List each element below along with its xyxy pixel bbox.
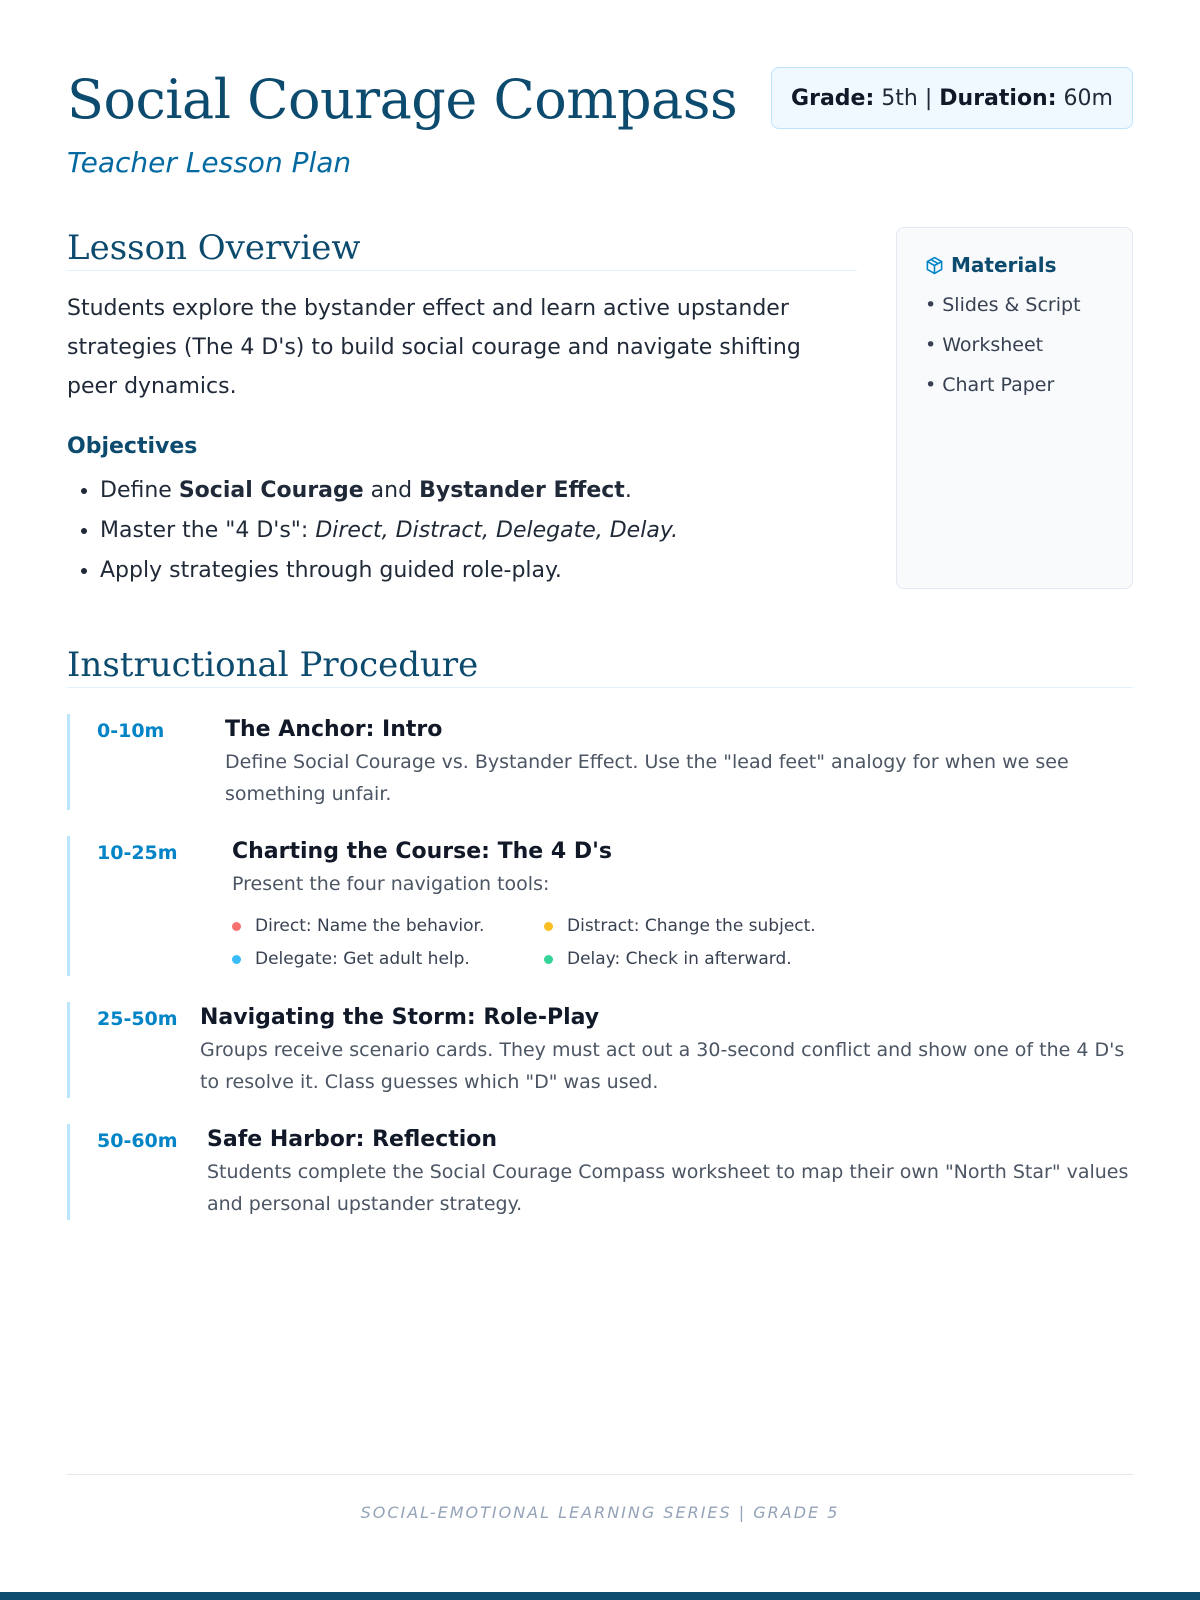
step-body	[200, 1002, 1133, 1098]
lesson-overview-section	[67, 228, 857, 591]
objective-terms-list: Direct, Distract, Delegate, Delay.	[315, 518, 679, 543]
tool-item-direct	[232, 910, 544, 943]
bullet-dot-icon	[232, 922, 241, 931]
step-time: 10-25m	[97, 842, 178, 864]
cube-icon	[925, 256, 944, 275]
step-title: Safe Harbor: Reflection	[207, 1127, 498, 1152]
materials-box	[896, 227, 1133, 589]
objective-text: .	[624, 478, 632, 503]
step-time: 25-50m	[97, 1008, 178, 1030]
materials-item: • Chart Paper	[925, 374, 1055, 396]
materials-heading-label: Materials	[951, 253, 1057, 277]
bottom-accent-bar	[0, 1592, 1200, 1600]
instructional-procedure-section	[67, 645, 1133, 1220]
step-time: 0-10m	[97, 720, 165, 742]
page-subtitle: Teacher Lesson Plan	[67, 146, 352, 179]
tool-label: Delegate: Get adult help.	[255, 949, 470, 969]
objective-item: • Apply strategies through guided role-play.	[100, 551, 857, 591]
tool-label: Delay: Check in afterward.	[567, 949, 792, 969]
step-time: 50-60m	[97, 1130, 178, 1152]
step-body	[225, 714, 1133, 810]
badge-separator: |	[924, 85, 933, 111]
footer-text: SOCIAL-EMOTIONAL LEARNING SERIES | GRADE 5	[360, 1503, 840, 1522]
bullet-dot-icon	[232, 955, 241, 964]
objective-item	[100, 511, 857, 551]
tool-label: Direct: Name the behavior.	[255, 916, 485, 936]
tool-item-delegate	[232, 943, 544, 976]
overview-heading: Lesson Overview	[67, 228, 857, 271]
step-title: Charting the Course: The 4 D's	[232, 839, 612, 864]
step-description: Present the four navigation tools:	[232, 873, 550, 895]
step-description: Define Social Courage vs. Bystander Effect. Use the "lead feet" analogy for when we see something unfair.	[225, 751, 1069, 805]
objective-term: Social Courage	[178, 478, 364, 503]
step-title: Navigating the Storm: Role-Play	[200, 1005, 600, 1030]
objective-text: Define	[100, 478, 179, 503]
procedure-step	[67, 1124, 1133, 1220]
page-title: Social Courage Compass	[67, 68, 738, 131]
step-body	[207, 1124, 1133, 1220]
grade-label: Grade:	[791, 85, 875, 111]
procedure-step	[67, 1002, 1133, 1098]
step-title: The Anchor: Intro	[225, 717, 443, 742]
objective-item	[100, 471, 857, 511]
step-description: Students complete the Social Courage Compass worksheet to map their own "North Star" values and personal upstander strategy.	[207, 1161, 1129, 1215]
objective-text: Master the "4 D's":	[100, 518, 316, 543]
procedure-heading: Instructional Procedure	[67, 645, 1133, 688]
objective-term: Bystander Effect	[419, 478, 625, 503]
tool-item-delay	[544, 943, 844, 976]
four-ds-list	[232, 910, 1133, 976]
objective-text: and	[363, 478, 420, 503]
bullet-dot-icon	[544, 955, 553, 964]
materials-item: • Slides & Script	[925, 294, 1081, 316]
procedure-step	[67, 714, 1133, 810]
bullet-dot-icon	[544, 922, 553, 931]
footer-divider	[67, 1474, 1133, 1475]
grade-value: 5th	[881, 85, 918, 111]
objectives-list	[67, 471, 857, 591]
tool-label: Distract: Change the subject.	[567, 916, 816, 936]
duration-label: Duration:	[939, 85, 1057, 111]
step-body	[232, 836, 1133, 976]
materials-heading	[925, 253, 1132, 277]
procedure-step	[67, 836, 1133, 976]
duration-value: 60m	[1063, 85, 1113, 111]
step-description: Groups receive scenario cards. They must act out a 30-second conflict and show one of the 4 D's to resolve it. Class guesses which "D" was used.	[200, 1039, 1125, 1093]
tool-item-distract	[544, 910, 844, 943]
objectives-heading: Objectives	[67, 434, 198, 459]
lesson-plan-page	[67, 0, 1133, 1600]
grade-duration-badge	[771, 67, 1133, 129]
materials-item: • Worksheet	[925, 334, 1044, 356]
overview-text: Students explore the bystander effect and learn active upstander strategies (The 4 D's) to build social courage and navigate shifting peer dynamics.	[67, 296, 801, 399]
